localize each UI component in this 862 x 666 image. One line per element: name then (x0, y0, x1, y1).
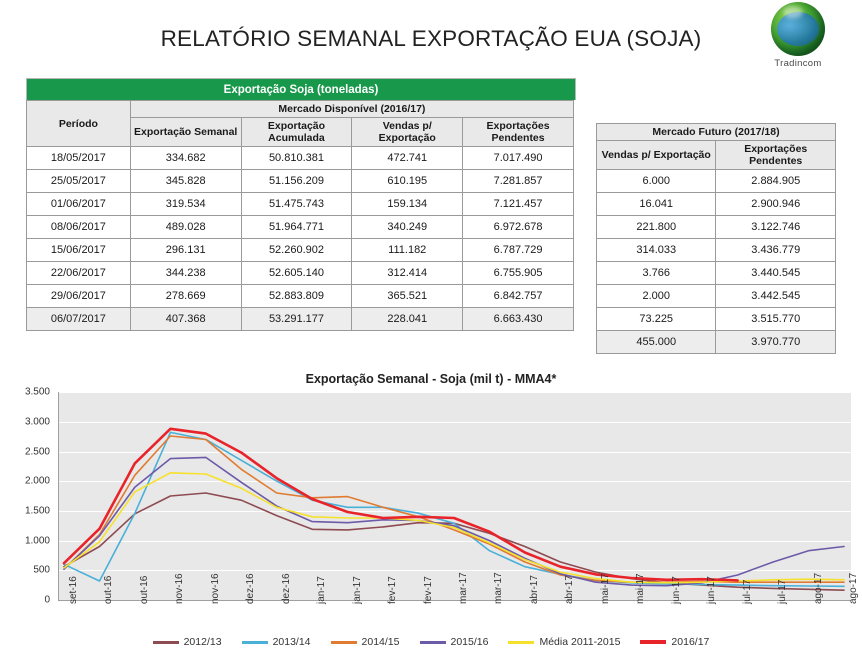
table-row (27, 170, 574, 193)
x-tick-label: nov-16 (174, 573, 186, 605)
legend-label: 2012/13 (183, 636, 222, 649)
cell-futuro-pendentes: 3.122.746 (716, 216, 836, 239)
legend-swatch (153, 641, 179, 644)
y-tick-label: 1.500 (24, 505, 50, 517)
cell-vendas: 228.041 (352, 308, 463, 331)
company-logo (752, 2, 844, 76)
logo-label: Tradincom (774, 58, 822, 69)
cell-periodo: 06/07/2017 (27, 308, 131, 331)
cell-vendas: 472.741 (352, 147, 463, 170)
cell-periodo: 29/06/2017 (27, 285, 131, 308)
x-tick-label: jan-17 (351, 576, 363, 605)
table-mercado-futuro (596, 123, 836, 354)
cell-acumulada: 52.605.140 (241, 262, 352, 285)
cell-vendas: 159.134 (352, 193, 463, 216)
table-row (27, 285, 574, 308)
x-tick-label: nov-16 (209, 573, 221, 605)
cell-futuro-pendentes: 3.436.779 (716, 239, 836, 262)
cell-vendas: 610.195 (352, 170, 463, 193)
group-header-disponivel: Mercado Disponível (2016/17) (130, 101, 573, 118)
x-tick-label: jun-17 (670, 576, 682, 605)
chart-section (0, 368, 862, 658)
y-tick-label: 500 (33, 564, 50, 576)
legend-swatch (331, 641, 357, 644)
table-row (27, 193, 574, 216)
legend-label: Média 2011-2015 (539, 636, 621, 649)
legend-label: 2014/15 (361, 636, 400, 649)
cell-pendentes: 6.972.678 (463, 216, 574, 239)
table-row (597, 193, 836, 216)
col-header-exportacoes-pendentes: Exportações Pendentes (463, 118, 574, 147)
series-line (64, 433, 844, 587)
chart-legend (0, 636, 862, 648)
table-row (597, 285, 836, 308)
cell-acumulada: 53.291.177 (241, 308, 352, 331)
cell-futuro-vendas: 73.225 (597, 308, 716, 331)
cell-pendentes: 6.842.757 (463, 285, 574, 308)
cell-vendas: 340.249 (352, 216, 463, 239)
tables-section (26, 78, 836, 354)
legend-swatch (420, 641, 446, 644)
legend-item[interactable] (153, 636, 222, 648)
chart-title: Exportação Semanal - Soja (mil t) - MMA4* (305, 372, 557, 387)
legend-swatch (640, 640, 666, 644)
cell-semanal: 407.368 (130, 308, 241, 331)
table-mercado-disponivel (26, 100, 574, 331)
cell-futuro-pendentes: 3.440.545 (716, 262, 836, 285)
legend-item[interactable] (331, 636, 400, 648)
x-tick-label: mai-17 (635, 573, 647, 605)
x-tick-label: abr-17 (564, 575, 576, 605)
cell-acumulada: 52.260.902 (241, 239, 352, 262)
cell-pendentes: 7.121.457 (463, 193, 574, 216)
legend-item[interactable] (508, 636, 620, 648)
x-tick-label: jul-17 (777, 579, 789, 605)
x-tick-label: jun-17 (706, 576, 718, 605)
y-tick-label: 1.000 (24, 535, 50, 547)
col-header-exportacao-semanal: Exportação Semanal (130, 118, 241, 147)
x-tick-label: set-16 (68, 576, 79, 605)
series-line (64, 473, 844, 583)
cell-futuro-pendentes: 3.970.770 (716, 331, 836, 354)
page-title: RELATÓRIO SEMANAL EXPORTAÇÃO EUA (SOJA) (160, 26, 702, 51)
x-tick-label: out-16 (138, 575, 150, 605)
cell-futuro-pendentes: 3.515.770 (716, 308, 836, 331)
cell-futuro-vendas: 3.766 (597, 262, 716, 285)
legend-label: 2016/17 (671, 636, 710, 649)
cell-semanal: 344.238 (130, 262, 241, 285)
y-tick-label: 2.500 (24, 446, 50, 458)
table-row (27, 262, 574, 285)
x-axis-labels (58, 572, 859, 664)
cell-vendas: 111.182 (352, 239, 463, 262)
x-tick-label: fev-17 (422, 576, 434, 605)
table-row (27, 216, 574, 239)
legend-item[interactable] (420, 636, 489, 648)
legend-item[interactable] (242, 636, 311, 648)
col-header-exportacao-acumulada: Exportação Acumulada (241, 118, 352, 147)
cell-semanal: 345.828 (130, 170, 241, 193)
cell-semanal: 296.131 (130, 239, 241, 262)
x-tick-label: dez-16 (280, 573, 292, 605)
x-tick-label: jul-17 (741, 579, 753, 605)
cell-acumulada: 51.964.771 (241, 216, 352, 239)
cell-semanal: 319.534 (130, 193, 241, 216)
legend-label: 2015/16 (450, 636, 489, 649)
cell-periodo: 08/06/2017 (27, 216, 131, 239)
globe-icon (771, 2, 825, 56)
cell-semanal: 489.028 (130, 216, 241, 239)
right-table-spacer (596, 100, 836, 123)
cell-pendentes: 6.755.905 (463, 262, 574, 285)
y-tick-label: 0 (44, 594, 50, 606)
cell-acumulada: 52.883.809 (241, 285, 352, 308)
cell-periodo: 22/06/2017 (27, 262, 131, 285)
table-row (597, 239, 836, 262)
cell-semanal: 334.682 (130, 147, 241, 170)
y-tick-label: 3.500 (24, 386, 50, 398)
x-tick-label: abr-17 (528, 575, 540, 605)
cell-semanal: 278.669 (130, 285, 241, 308)
table-banner: Exportação Soja (toneladas) (26, 78, 576, 100)
cell-futuro-vendas: 221.800 (597, 216, 716, 239)
cell-pendentes: 7.017.490 (463, 147, 574, 170)
col-header-periodo: Período (27, 101, 131, 147)
x-tick-label: jan-17 (316, 576, 328, 605)
table-row (597, 216, 836, 239)
cell-periodo: 18/05/2017 (27, 147, 131, 170)
cell-periodo: 25/05/2017 (27, 170, 131, 193)
table-row (597, 331, 836, 354)
cell-periodo: 01/06/2017 (27, 193, 131, 216)
table-row (27, 147, 574, 170)
x-tick-label: mar-17 (493, 572, 505, 605)
table-row (597, 308, 836, 331)
cell-pendentes: 7.281.857 (463, 170, 574, 193)
x-tick-label: mai-17 (599, 573, 611, 605)
cell-futuro-pendentes: 2.900.946 (716, 193, 836, 216)
cell-futuro-pendentes: 3.442.545 (716, 285, 836, 308)
chart-plot (0, 386, 862, 608)
cell-acumulada: 51.156.209 (241, 170, 352, 193)
legend-item[interactable] (640, 636, 709, 648)
legend-label: 2013/14 (272, 636, 311, 649)
y-tick-label: 3.000 (24, 416, 50, 428)
col-header-futuro-pendentes: Exportações Pendentes (716, 141, 836, 170)
x-tick-label: fev-17 (387, 576, 399, 605)
mercado-futuro-block (596, 100, 836, 354)
y-axis-labels (0, 386, 54, 606)
cell-futuro-vendas: 6.000 (597, 170, 716, 193)
y-tick-label: 2.000 (24, 475, 50, 487)
legend-swatch (242, 641, 268, 644)
col-header-futuro-vendas: Vendas p/ Exportação (597, 141, 716, 170)
cell-periodo: 15/06/2017 (27, 239, 131, 262)
cell-futuro-vendas: 2.000 (597, 285, 716, 308)
table-row (27, 308, 574, 331)
cell-futuro-vendas: 455.000 (597, 331, 716, 354)
series-line (64, 429, 738, 581)
cell-acumulada: 50.810.381 (241, 147, 352, 170)
cell-futuro-pendentes: 2.884.905 (716, 170, 836, 193)
table-row (27, 239, 574, 262)
x-tick-label: mar-17 (458, 572, 469, 605)
legend-swatch (508, 641, 534, 644)
cell-futuro-vendas: 16.041 (597, 193, 716, 216)
cell-pendentes: 6.663.430 (463, 308, 574, 331)
page-header (0, 0, 862, 78)
cell-acumulada: 51.475.743 (241, 193, 352, 216)
x-tick-label: ago-17 (812, 573, 824, 605)
x-tick-label: out-16 (103, 575, 115, 605)
table-row (597, 262, 836, 285)
group-header-futuro: Mercado Futuro (2017/18) (597, 124, 836, 141)
series-line (64, 458, 844, 586)
series-lines (58, 392, 850, 600)
x-tick-label: dez-16 (245, 573, 257, 605)
col-header-vendas-exportacao: Vendas p/ Exportação (352, 118, 463, 147)
cell-vendas: 312.414 (352, 262, 463, 285)
cell-pendentes: 6.787.729 (463, 239, 574, 262)
x-tick-label: ago-17 (848, 573, 859, 605)
cell-futuro-vendas: 314.033 (597, 239, 716, 262)
table-row (597, 170, 836, 193)
cell-vendas: 365.521 (352, 285, 463, 308)
